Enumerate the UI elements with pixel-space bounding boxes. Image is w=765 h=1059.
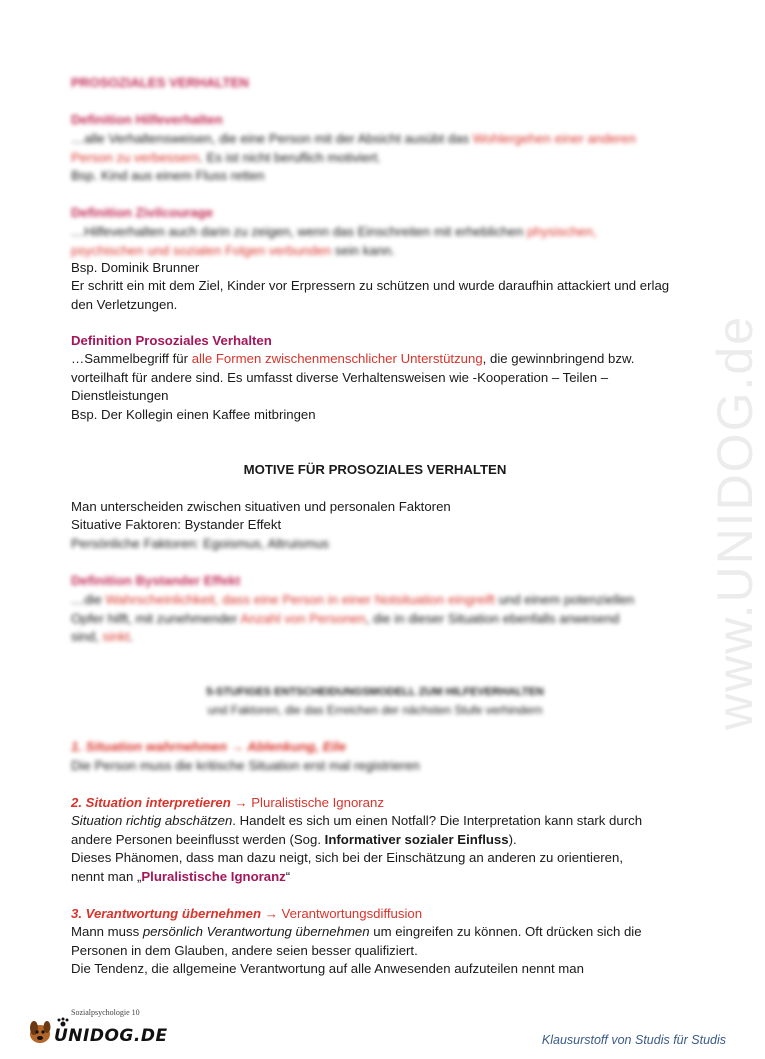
highlight-span: physischen, [526, 224, 597, 239]
text-span: und einem potenziellen [494, 592, 635, 607]
definition-bystander-text [71, 591, 681, 647]
footer-slogan: Klausurstoff von Studis für Studis [541, 1033, 726, 1047]
text-span: …Hilfeverhalten auch darin zu zeigen, wenn das Einschreiten mit erheblichen [71, 224, 527, 239]
text-span: , die in dieser Situation ebenfalls anwesend [365, 610, 620, 626]
highlight-span: Person zu verbessern [71, 149, 200, 165]
example-brunner: Bsp. Dominik Brunner [71, 260, 200, 275]
page-label: Sozialpsychologie 10 [71, 1008, 140, 1017]
section-title-prosocial: PROSOZIALES VERHALTEN [71, 75, 249, 90]
step-2-text [71, 812, 681, 886]
example-coffee: Bsp. Der Kollegin einen Kaffee mitbringen [71, 407, 316, 422]
text-span: Opfer hilft, mit zunehmender [71, 610, 241, 626]
motives-line-2: Situative Faktoren: Bystander Effekt [71, 517, 282, 532]
bold-span: Informativer sozialer Einfluss [324, 831, 509, 847]
step-title: 2. Situation interpretieren [71, 795, 231, 810]
text-span: sind, [71, 629, 103, 644]
text-span: Situation richtig abschätzen [71, 813, 233, 828]
step-factor: → Pluralistische Ignoranz [230, 795, 384, 810]
motives-line-3: Persönliche Faktoren: Egoismus, Altruismus [71, 536, 329, 551]
step-1-text: Die Person muss die kritische Situation erst mal registrieren [71, 758, 420, 773]
text-span: “ [285, 868, 291, 884]
brunner-description: Er schritt ein mit dem Ziel, Kinder vor Erpressern zu schützen und wurde daraufhin attackiert und erlag den Verletzungen. [71, 278, 670, 312]
text-span: Mann muss [71, 924, 143, 939]
text-span: . [129, 629, 134, 644]
text-span: , die gewinnbringend bzw. vorteilhaft für andere sind. Es umfasst diverse Verhaltensweisen wie -Kooperation – Teilen – Dienstleistungen [71, 351, 635, 403]
step-1-title [71, 738, 681, 757]
text-span: ). [508, 831, 517, 847]
model-subheading: und Faktoren, die das Erreichen der nächsten Stufe verhindern [207, 703, 543, 717]
definition-civil-courage-text [71, 223, 681, 260]
text-span: Personen in dem Glauben, andere seien besser qualifiziert. [71, 942, 418, 958]
definition-civil-courage-title: Definition Zivilcourage [71, 205, 214, 220]
definition-prosocial-text [71, 350, 681, 406]
definition-helping-text [71, 130, 681, 186]
highlight-span: Wohlergehen einer anderen [472, 131, 636, 146]
motives-line-1: Man unterscheiden zwischen situativen und personalen Faktoren [71, 499, 451, 514]
highlight-span: alle Formen zwischenmenschlicher Unterstützung [191, 351, 483, 366]
logo-text: UNIDOG.DE [54, 1026, 168, 1046]
text-span: . Handelt es sich um einen Notfall? Die Interpretation kann stark durch [232, 813, 643, 828]
highlight-span: sinkt [102, 629, 130, 644]
text-span: Die Tendenz, die allgemeine Verantwortung auf alle Anwesenden aufzuteilen nennt man [71, 961, 584, 976]
highlight-span: Anzahl von Personen [240, 610, 366, 626]
text-span: . Es ist nicht beruflich motiviert. [199, 149, 382, 165]
highlight-span: Wahrscheinlichkeit, dass eine Person in einer Notsituation eingreift [105, 592, 495, 607]
step-title: 1. Situation wahrnehmen [71, 739, 228, 754]
text-span: persönlich Verantwortung übernehmen [142, 924, 370, 939]
watermark: www.UNIDOG.de [707, 315, 763, 730]
step-2-title [71, 794, 681, 813]
section-title-motives: MOTIVE FÜR PROSOZIALES VERHALTEN [243, 462, 507, 477]
text-span: …Sammelbegriff für [71, 351, 192, 366]
definition-bystander-title: Definition Bystander Effekt [71, 573, 241, 588]
text-span: …alle Verhaltensweisen, die eine Person mit der Absicht ausübt das [71, 131, 473, 146]
step-3-title [71, 905, 681, 924]
text-span: Dieses Phänomen, dass man dazu neigt, sich bei der Einschätzung an anderen zu orientieren, [71, 850, 624, 865]
definition-helping-title: Definition Hilfeverhalten [71, 112, 223, 127]
text-span: nennt man „ [71, 868, 142, 884]
text-span: …die [71, 592, 106, 607]
unidog-logo [26, 1016, 168, 1048]
step-title: 3. Verantwortung übernehmen [71, 906, 262, 921]
example-text: Bsp. Kind aus einem Fluss retten [71, 168, 265, 183]
text-span: sein kann. [331, 242, 396, 258]
step-factor: → Ablenkung, Eile [227, 739, 347, 754]
step-3-text [71, 923, 681, 979]
step-factor: → Verantwortungsdiffusion [261, 906, 423, 921]
highlight-span: psychischen und sozialen Folgen verbunden [71, 242, 332, 258]
model-heading: 5-STUFIGES ENTSCHEIDUNGSMODELL ZUM HILFEVERHALTEN [206, 686, 544, 698]
definition-prosocial-title: Definition Prosoziales Verhalten [71, 333, 272, 348]
text-span: um eingreifen zu können. Oft drücken sich die [369, 924, 642, 939]
highlight-span: Pluralistische Ignoranz [141, 868, 286, 884]
text-span: andere Personen beeinflusst werden (Sog. [71, 831, 325, 847]
